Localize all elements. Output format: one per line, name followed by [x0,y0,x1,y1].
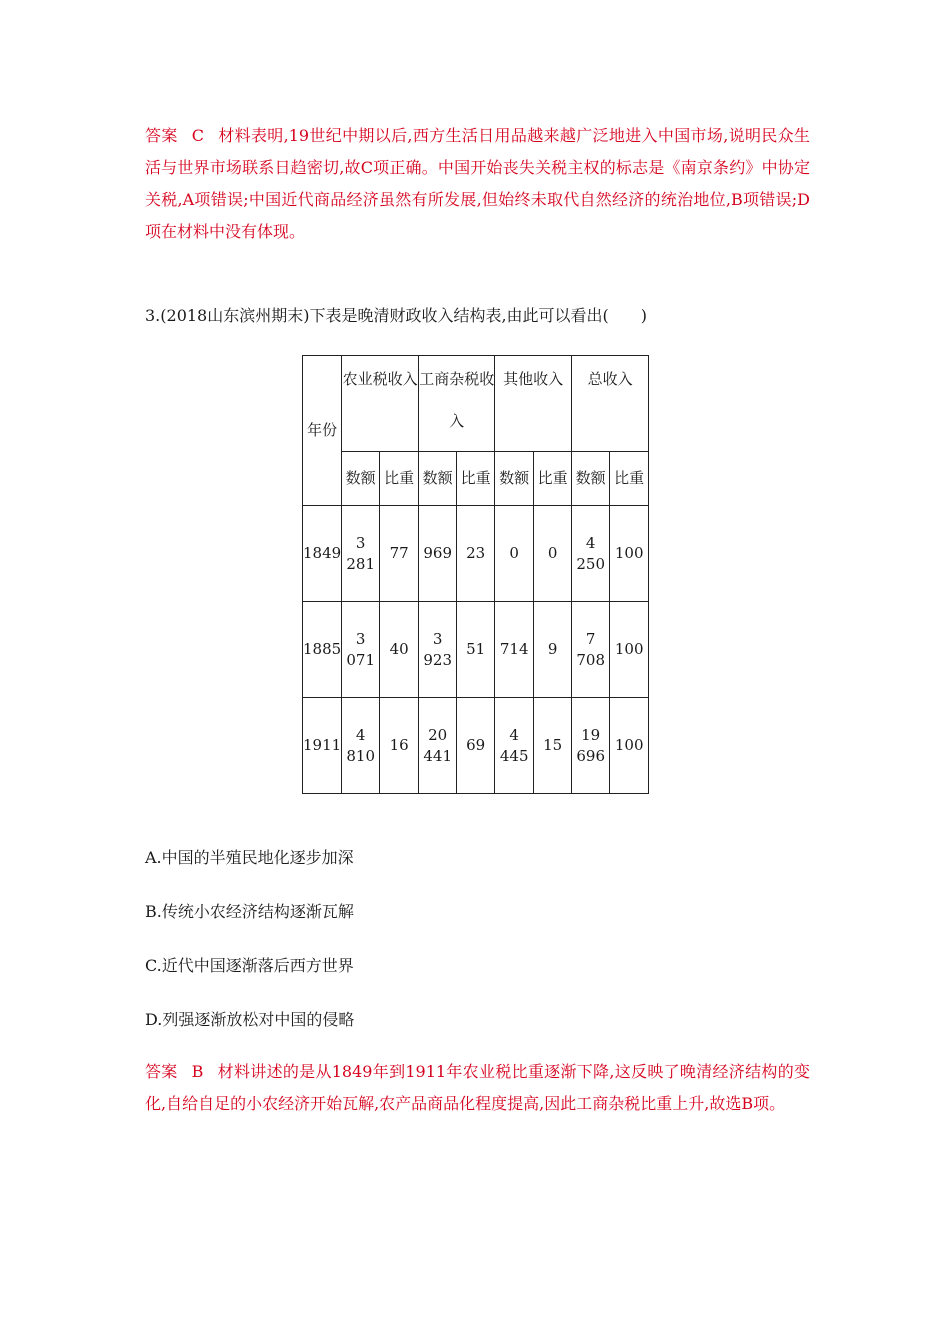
amount-part: 708 [576,650,605,669]
year-cell: 1849 [303,506,342,602]
amount-part: 281 [346,554,375,573]
amount-cell [419,698,457,794]
amount-part: 441 [423,746,452,765]
amount-part: 3 [355,629,366,648]
group-header-commerce: 工商杂税收入 [419,356,495,452]
year-cell: 1911 [303,698,342,794]
amount-part: 3 [432,629,443,648]
amount-part: 969 [423,544,452,562]
amount-cell [495,602,534,698]
amount-part: 250 [576,554,605,573]
option-d: D.列强逐渐放松对中国的侵略 [145,1010,355,1029]
revenue-table [302,355,649,794]
amount-cell [342,602,380,698]
subheader-row [303,452,649,506]
subheader-amount: 数额 [342,452,380,506]
amount-part: 810 [346,746,375,765]
share-cell: 100 [610,698,649,794]
share-cell: 15 [534,698,572,794]
amount-part: 4 [509,725,519,744]
answer-1 [145,120,810,248]
amount-part: 20 [428,725,448,744]
answer-1-text: 材料表明,19世纪中期以后,西方生活日用品越来越广泛地进入中国市场,说明民众生活与世界市场联系日趋密切,故C项正确。中国开始丧失关税主权的标志是《南京条约》中协定关税,A项错误;中国近代商品经济虽然有所发展,但始终未取代自然经济的统治地位,B项错误;D项在材料中没有体现。 [145,126,810,241]
share-cell: 77 [380,506,419,602]
year-cell: 1885 [303,602,342,698]
table-row [303,506,649,602]
amount-part: 19 [581,725,601,744]
amount-cell [419,506,457,602]
answer-2-tag: 答案 [145,1062,178,1081]
amount-cell [572,698,610,794]
share-cell: 51 [457,602,495,698]
share-cell: 69 [457,698,495,794]
amount-part: 7 [585,629,596,648]
group-header-total: 总收入 [572,356,649,452]
answer-2 [145,1056,810,1120]
table-row [303,698,649,794]
amount-part: 071 [346,650,375,669]
amount-part: 696 [576,746,605,765]
amount-cell [572,602,610,698]
amount-part: 0 [509,544,519,562]
answer-1-key: C [191,126,204,145]
option-c: C.近代中国逐渐落后西方世界 [145,956,354,975]
amount-part: 4 [585,533,596,552]
amount-cell [342,506,380,602]
option-b: B.传统小农经济结构逐渐瓦解 [145,902,354,921]
share-cell: 100 [610,506,649,602]
amount-cell [495,698,534,794]
amount-part: 445 [499,746,529,765]
subheader-amount: 数额 [419,452,457,506]
group-header-other: 其他收入 [495,356,572,452]
year-header: 年份 [303,356,342,506]
group-header-agri: 农业税收入 [342,356,419,452]
subheader-share: 比重 [534,452,572,506]
subheader-share: 比重 [457,452,495,506]
amount-part: 4 [355,725,366,744]
amount-part: 714 [499,640,529,658]
amount-part: 923 [423,650,452,669]
share-cell: 0 [534,506,572,602]
amount-cell [342,698,380,794]
share-cell: 16 [380,698,419,794]
amount-cell [572,506,610,602]
amount-cell [419,602,457,698]
share-cell: 100 [610,602,649,698]
subheader-share: 比重 [380,452,419,506]
answer-1-tag: 答案 [145,126,178,145]
table-row [303,602,649,698]
share-cell: 23 [457,506,495,602]
option-a: A.中国的半殖民地化逐步加深 [145,848,354,867]
share-cell: 40 [380,602,419,698]
answer-2-key: B [191,1062,204,1081]
subheader-amount: 数额 [495,452,534,506]
amount-cell [495,506,534,602]
question-3: 3.(2018山东滨州期末)下表是晚清财政收入结构表,由此可以看出( ) [145,306,648,325]
subheader-amount: 数额 [572,452,610,506]
share-cell: 9 [534,602,572,698]
answer-2-text: 材料讲述的是从1849年到1911年农业税比重逐渐下降,这反映了晚清经济结构的变化,自给自足的小农经济开始瓦解,农产品商品化程度提高,因此工商杂税比重上升,故选B项。 [145,1062,810,1113]
subheader-share: 比重 [610,452,649,506]
amount-part: 3 [355,533,366,552]
